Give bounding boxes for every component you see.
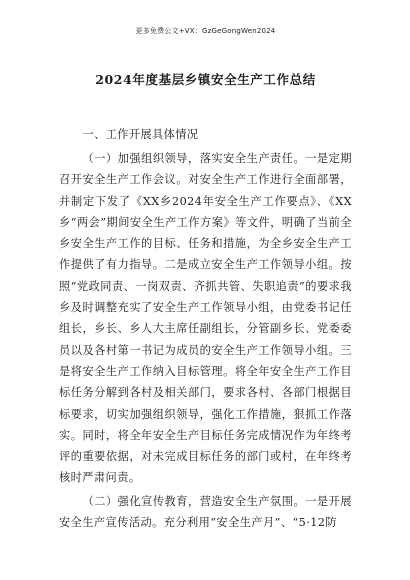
document-title: 2024年度基层乡镇安全生产工作总结 (95, 72, 316, 87)
paragraph-1: （一）加强组织领导，落实安全生产责任。一是定期召开安全生产工作会议。对安全生产工作进行全面部署，并制定下发了《XX乡2024年安全生产工作要点》、《XX乡“两会”期间安全生产工作方案》等文件，明确了当前全乡安全生产工作的目标、任务和措施，为全乡安全生产工作提供了有力指导。二是成立安全生产工作领导小组。按照“党政同责、一岗双责、齐抓共管、失职追责”的要求我乡及时调整充实了安全生产工作领导小组，由党委书记任组长，乡长、乡人大主席任副组长，分管副乡长、党委委员以及各村第一书记为成员的安全生产工作领导小组。三是将安全生产工作纳入目标管理。将全年安全生产工作目标任务分解到各村及相关部门，要求各村、各部门根据目标要求，切实加强组织领导，强化工作措施，狠抓工作落实。同时，将全年安全生产目标任务完成情况作为年终考评的重要依据，对未完成目标任务的部门或村，在年终考核时严肃问责。 (59, 152, 352, 485)
section-heading: 一、工作开展具体情况 (82, 128, 199, 141)
paragraph-2: （二）强化宣传教育，营造安全生产氛围。一是开展安全生产宣传活动。充分利用“安全生产月”、“5·12防 (59, 494, 352, 530)
page-header: 更多免费公文+VX：GzGeGongWen2024 (135, 27, 276, 35)
